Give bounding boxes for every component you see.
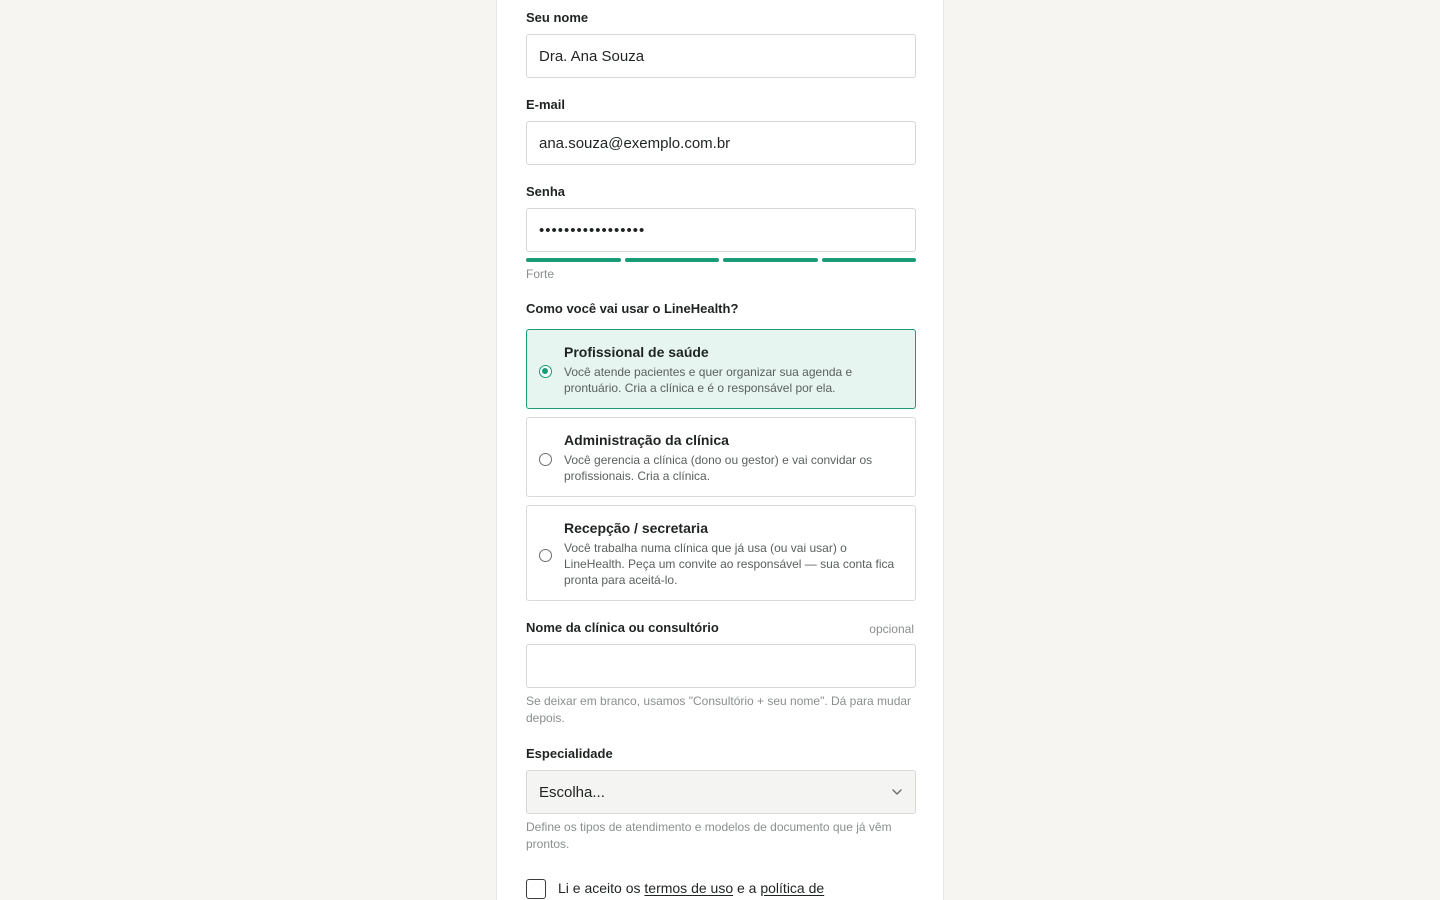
optional-tag: opcional	[869, 622, 914, 636]
terms-middle: e a	[737, 880, 757, 896]
role-description: Você trabalha numa clínica que já usa (ou vai usar) o LineHealth. Peça um convite ao responsável — sua conta fica pronta para aceitá-lo.	[564, 541, 895, 587]
terms-prefix: Li e aceito os	[558, 880, 641, 896]
strength-segment	[526, 258, 621, 262]
role-option-clinic-admin[interactable]	[526, 417, 916, 497]
specialty-selected-value: Escolha...	[539, 783, 605, 801]
specialty-label: Especialidade	[526, 746, 613, 761]
specialty-helper: Define os tipos de atendimento e modelos de documento que já vêm prontos.	[526, 820, 892, 851]
chevron-down-icon	[891, 786, 903, 798]
terms-row	[526, 879, 824, 899]
name-label: Seu nome	[526, 10, 589, 25]
role-title: Administração da clínica	[564, 432, 729, 448]
password-input[interactable]	[526, 208, 916, 252]
password-strength-label: Forte	[526, 267, 555, 281]
role-description: Você gerencia a clínica (dono ou gestor) e vai convidar os profissionais. Cria a clínica.	[564, 453, 873, 483]
radio-unselected-icon[interactable]	[539, 549, 552, 562]
specialty-select[interactable]	[526, 770, 916, 814]
email-label: E-mail	[526, 97, 566, 112]
role-option-reception[interactable]	[526, 505, 916, 601]
radio-selected-icon[interactable]	[539, 365, 552, 378]
radio-unselected-icon[interactable]	[539, 453, 552, 466]
role-description: Você atende pacientes e quer organizar sua agenda e prontuário. Cria a clínica e é o responsável por ela.	[564, 365, 853, 395]
role-title: Recepção / secretaria	[564, 520, 708, 536]
role-title: Profissional de saúde	[564, 344, 709, 360]
password-label: Senha	[526, 184, 566, 199]
clinic-name-helper: Se deixar em branco, usamos "Consultório + seu nome". Dá para mudar depois.	[526, 694, 912, 725]
privacy-policy-link[interactable]: política de	[760, 880, 825, 896]
strength-segment	[723, 258, 818, 262]
signup-card	[496, 0, 944, 900]
email-input[interactable]	[526, 121, 916, 165]
terms-checkbox[interactable]	[526, 879, 546, 899]
strength-segment	[625, 258, 720, 262]
clinic-name-label: Nome da clínica ou consultório	[526, 620, 719, 635]
terms-text	[558, 879, 824, 897]
terms-of-use-link[interactable]: termos de uso	[644, 880, 734, 896]
strength-segment	[822, 258, 917, 262]
role-option-health-professional[interactable]	[526, 329, 916, 409]
role-question: Como você vai usar o LineHealth?	[526, 301, 739, 316]
clinic-name-input[interactable]	[526, 644, 916, 688]
password-strength-meter	[526, 258, 916, 262]
name-input[interactable]	[526, 34, 916, 78]
